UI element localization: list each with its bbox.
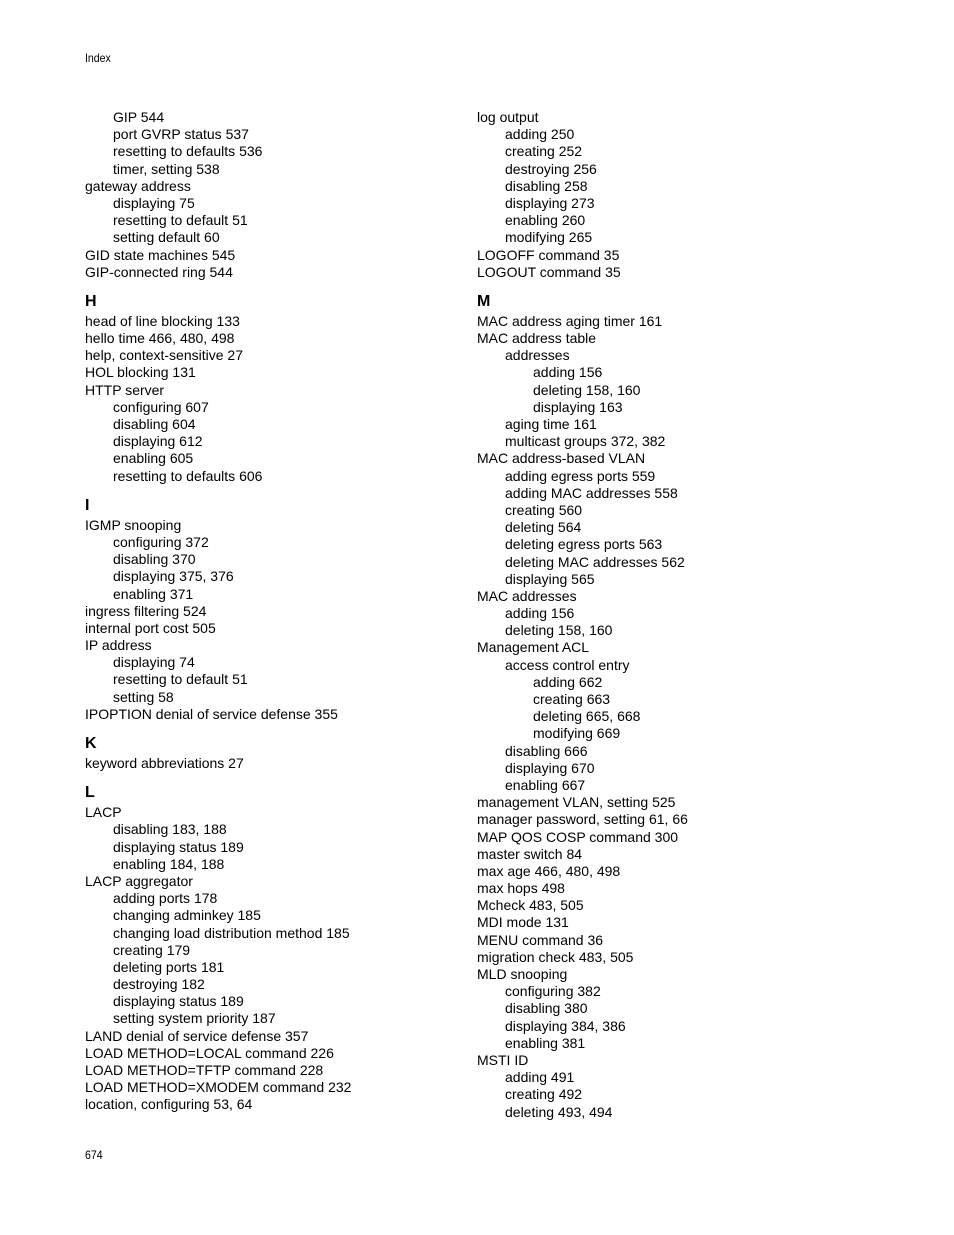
index-entry: location, configuring 53, 64 [85, 1096, 253, 1113]
index-subentry: displaying 670 [505, 759, 595, 776]
index-column-left [85, 109, 485, 1114]
index-entry: LACP aggregator [85, 872, 193, 889]
index-entry: MAP QOS COSP command 300 [477, 828, 679, 845]
index-subentry: deleting 564 [505, 519, 582, 536]
index-entry: max age 466, 480, 498 [477, 862, 621, 879]
index-entry: MAC address-based VLAN [477, 450, 646, 467]
index-subentry: adding egress ports 559 [505, 467, 656, 484]
index-subentry: multicast groups 372, 382 [505, 433, 666, 450]
index-subentry: displaying 163 [533, 398, 623, 415]
index-section-letter: I [85, 496, 90, 514]
index-entry: LAND denial of service defense 357 [85, 1027, 309, 1044]
index-subentry: disabling 604 [113, 416, 196, 432]
index-subentry: enabling 605 [113, 450, 194, 467]
index-entry: hello time 466, 480, 498 [85, 330, 235, 347]
index-subentry: modifying 669 [533, 725, 621, 742]
index-subentry: deleting 158, 160 [505, 622, 613, 639]
index-entry: ingress filtering 524 [85, 602, 207, 619]
index-subentry: displaying 75 [113, 194, 195, 211]
index-entry: IGMP snooping [85, 516, 182, 533]
index-subentry: setting default 60 [113, 229, 220, 246]
index-subentry: displaying 273 [505, 194, 595, 211]
index-subentry: adding 156 [505, 605, 575, 622]
index-entry: LOAD METHOD=XMODEM command 232 [85, 1079, 352, 1096]
index-entry: master switch 84 [477, 845, 583, 862]
index-entry: Mcheck 483, 505 [477, 897, 584, 914]
index-subentry: resetting to default 51 [113, 212, 248, 229]
index-entry: LACP [85, 804, 122, 821]
index-subentry: creating 560 [505, 501, 583, 518]
index-subentry: disabling 183, 188 [113, 821, 227, 838]
index-subentry: configuring 372 [113, 533, 209, 550]
index-section-letter: H [85, 292, 97, 310]
index-entry: IPOPTION denial of service defense 355 [85, 705, 338, 722]
index-entry: MSTI ID [477, 1051, 529, 1068]
index-subentry: disabling 258 [505, 177, 588, 194]
index-subentry: creating 663 [533, 691, 611, 707]
index-entry: GID state machines 545 [85, 246, 236, 263]
index-subentry: displaying status 189 [113, 838, 244, 855]
index-subentry: addresses [505, 347, 570, 364]
index-subentry: deleting 158, 160 [533, 381, 641, 398]
index-subentry: deleting MAC addresses 562 [505, 553, 685, 570]
index-entry: MLD snooping [477, 966, 568, 982]
index-subentry: resetting to defaults 606 [113, 467, 263, 484]
index-entry: LOAD METHOD=TFTP command 228 [85, 1062, 324, 1078]
index-subentry: resetting to default 51 [113, 671, 248, 688]
index-subentry: setting system priority 187 [113, 1010, 276, 1027]
index-subentry: deleting ports 181 [113, 958, 225, 975]
index-subentry: changing adminkey 185 [113, 907, 261, 924]
index-entry: MAC address aging timer 161 [477, 312, 663, 329]
index-entry: manager password, setting 61, 66 [477, 811, 688, 828]
index-subentry: enabling 184, 188 [113, 855, 225, 872]
index-subentry: displaying 74 [113, 654, 195, 671]
index-entry: migration check 483, 505 [477, 948, 634, 965]
index-entry: GIP-connected ring 544 [85, 263, 233, 280]
index-subentry: modifying 265 [505, 229, 593, 246]
index-section-letter: K [85, 735, 97, 752]
index-entry: log output [477, 109, 539, 125]
index-subentry: enabling 381 [505, 1034, 586, 1051]
index-subentry: adding 156 [533, 364, 603, 381]
index-entry: gateway address [85, 177, 191, 194]
index-entry: head of line blocking 133 [85, 312, 240, 329]
index-subentry: creating 252 [505, 143, 583, 160]
index-entry: Management ACL [477, 639, 590, 656]
index-subentry: port GVRP status 537 [113, 126, 249, 143]
index-entry: HOL blocking 131 [85, 364, 196, 381]
index-section-letter: M [477, 292, 491, 310]
index-subentry: setting 58 [113, 688, 174, 705]
index-entry: MENU command 36 [477, 931, 604, 948]
index-subentry: adding 662 [533, 673, 603, 690]
index-entry: LOGOUT command 35 [477, 263, 621, 280]
running-header: Index [85, 51, 111, 65]
index-subentry: timer, setting 538 [113, 160, 220, 177]
index-subentry: enabling 667 [505, 776, 586, 793]
index-subentry: disabling 380 [505, 1000, 588, 1017]
index-subentry: displaying 384, 386 [505, 1017, 626, 1034]
index-entry: management VLAN, setting 525 [477, 794, 676, 811]
index-subentry: GIP 544 [113, 109, 165, 125]
index-subentry: access control entry [505, 656, 630, 673]
index-subentry: deleting egress ports 563 [505, 536, 663, 553]
index-subentry: adding MAC addresses 558 [505, 484, 678, 501]
index-column-right [477, 109, 877, 1121]
index-entry: keyword abbreviations 27 [85, 755, 244, 771]
index-subentry: configuring 607 [113, 398, 209, 415]
index-subentry: deleting 665, 668 [533, 708, 641, 725]
index-entry: max hops 498 [477, 880, 565, 897]
index-subentry: destroying 182 [113, 976, 205, 993]
index-entry: IP address [85, 637, 152, 654]
index-entry: HTTP server [85, 381, 165, 398]
index-subentry: creating 492 [505, 1086, 583, 1103]
index-subentry: disabling 666 [505, 742, 588, 759]
index-section-letter: L [85, 784, 95, 802]
index-subentry: enabling 371 [113, 585, 194, 602]
index-subentry: adding ports 178 [113, 890, 218, 907]
index-subentry: displaying 612 [113, 433, 203, 450]
index-entry: LOAD METHOD=LOCAL command 226 [85, 1044, 334, 1061]
index-subentry: displaying status 189 [113, 993, 244, 1010]
index-subentry: creating 179 [113, 941, 191, 958]
index-entry: MAC addresses [477, 587, 577, 604]
index-subentry: enabling 260 [505, 212, 586, 229]
index-subentry: aging time 161 [505, 416, 597, 432]
index-subentry: adding 250 [505, 126, 575, 143]
index-subentry: displaying 565 [505, 570, 595, 587]
index-entry: MDI mode 131 [477, 914, 569, 931]
index-subentry: destroying 256 [505, 160, 597, 177]
index-subentry: displaying 375, 376 [113, 568, 234, 585]
index-entry: internal port cost 505 [85, 619, 216, 636]
page-number: 674 [85, 1148, 103, 1162]
index-subentry: changing load distribution method 185 [113, 924, 350, 941]
index-entry: LOGOFF command 35 [477, 246, 620, 263]
index-subentry: resetting to defaults 536 [113, 143, 263, 160]
index-subentry: disabling 370 [113, 551, 196, 568]
index-subentry: adding 491 [505, 1069, 575, 1086]
index-subentry: configuring 382 [505, 983, 601, 1000]
index-subentry: deleting 493, 494 [505, 1103, 613, 1120]
index-entry: help, context-sensitive 27 [85, 347, 243, 364]
index-entry: MAC address table [477, 330, 597, 347]
